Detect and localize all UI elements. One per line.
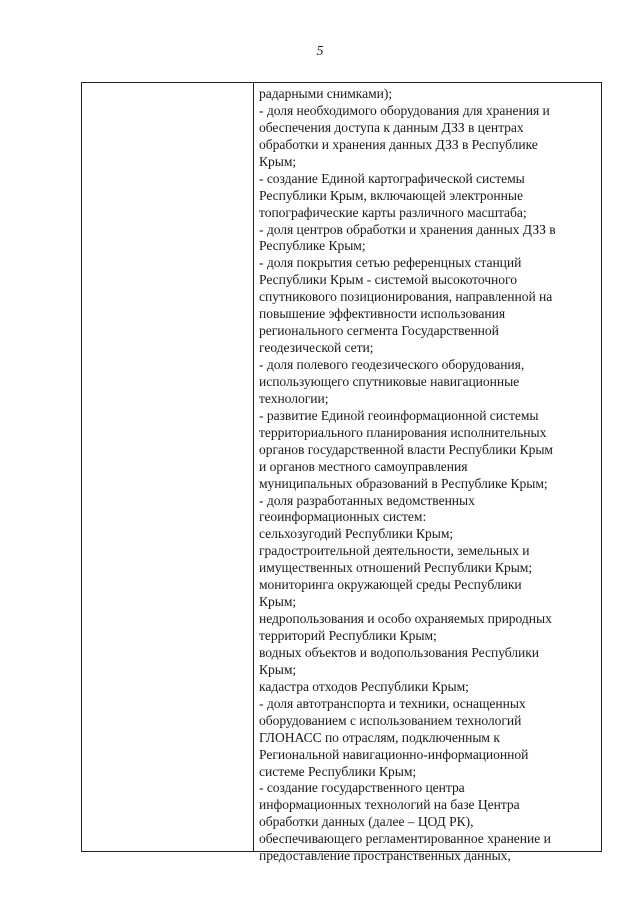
text-line: градостроительной деятельности, земельных и xyxy=(259,543,530,559)
text-line: - доля разработанных ведомственных xyxy=(259,492,475,508)
text-line: сельхозугодий Республики Крым; xyxy=(259,526,454,542)
text-line: системе Республики Крым; xyxy=(259,763,417,779)
text-line: радарными снимками); xyxy=(259,86,393,101)
text-line: спутникового позиционирования, направленной на xyxy=(259,289,553,305)
page-number: 5 xyxy=(316,44,324,59)
text-line: Крым; xyxy=(259,153,297,169)
text-line: Крым; xyxy=(259,661,297,677)
text-line: муниципальных образований в Республике Крым; xyxy=(259,475,548,491)
text-line: геоинформационных систем: xyxy=(259,509,427,525)
text-line: - доля полевого геодезического оборудования, xyxy=(259,357,525,372)
text-line: Республики Крым - системой высокоточного xyxy=(259,272,517,288)
text-line: Республики Крым, включающей электронные xyxy=(259,187,523,203)
table-left-cell xyxy=(82,83,254,851)
text-line: топографические карты различного масштаба; xyxy=(259,204,527,220)
text-line: водных объектов и водопользования Республики xyxy=(259,644,540,660)
text-line: - развитие Единой геоинформационной системы xyxy=(259,407,539,423)
text-line: оборудованием с использованием технологий xyxy=(259,712,522,728)
text-line: территорий Республики Крым; xyxy=(259,628,437,643)
table-right-cell xyxy=(254,83,601,864)
document-table xyxy=(81,82,602,864)
text-line: ГЛОНАСС по отраслям, подключенным к xyxy=(259,729,500,745)
text-line: - создание государственного центра xyxy=(259,780,465,796)
text-line: регионального сегмента Государственной xyxy=(259,323,499,339)
text-line: имущественных отношений Республики Крым; xyxy=(259,560,533,576)
text-line: обеспечения доступа к данным ДЗЗ в центрах xyxy=(259,119,524,135)
text-line: недропользования и особо охраняемых природных xyxy=(259,611,552,627)
text-line: территориального планирования исполнительных xyxy=(259,424,547,440)
text-line: - создание Единой картографической системы xyxy=(259,170,525,186)
text-line: обработки данных (далее – ЦОД РК), xyxy=(259,814,474,830)
text-line: технологии; xyxy=(259,390,329,406)
text-line: - доля центров обработки и хранения данных ДЗЗ в xyxy=(259,221,556,237)
text-line: обработки и хранения данных ДЗЗ в Республике xyxy=(259,136,538,152)
text-line: мониторинга окружающей среды Республики xyxy=(259,577,522,593)
text-line: и органов местного самоуправления xyxy=(259,458,468,474)
text-line: обеспечивающего регламентированное хранение и xyxy=(259,831,551,847)
text-line: повышение эффективности использования xyxy=(259,306,506,322)
text-line: органов государственной власти Республики Крым xyxy=(259,441,553,457)
text-line: - доля покрытия сетью референцных станций xyxy=(259,255,522,271)
text-line: использующего спутниковые навигационные xyxy=(259,373,520,389)
text-line: Республике Крым; xyxy=(259,238,366,254)
text-line: кадастра отходов Республики Крым; xyxy=(259,678,469,694)
text-line: предоставление пространственных данных, xyxy=(259,848,511,864)
text-line: Региональной навигационно-информационной xyxy=(259,746,529,762)
text-line: - доля автотранспорта и техники, оснащенных xyxy=(259,695,526,711)
text-line: - доля необходимого оборудования для хранения и xyxy=(259,102,550,118)
text-line: Крым; xyxy=(259,594,297,610)
text-line: геодезической сети; xyxy=(259,340,374,356)
text-line: информационных технологий на базе Центра xyxy=(259,797,520,813)
